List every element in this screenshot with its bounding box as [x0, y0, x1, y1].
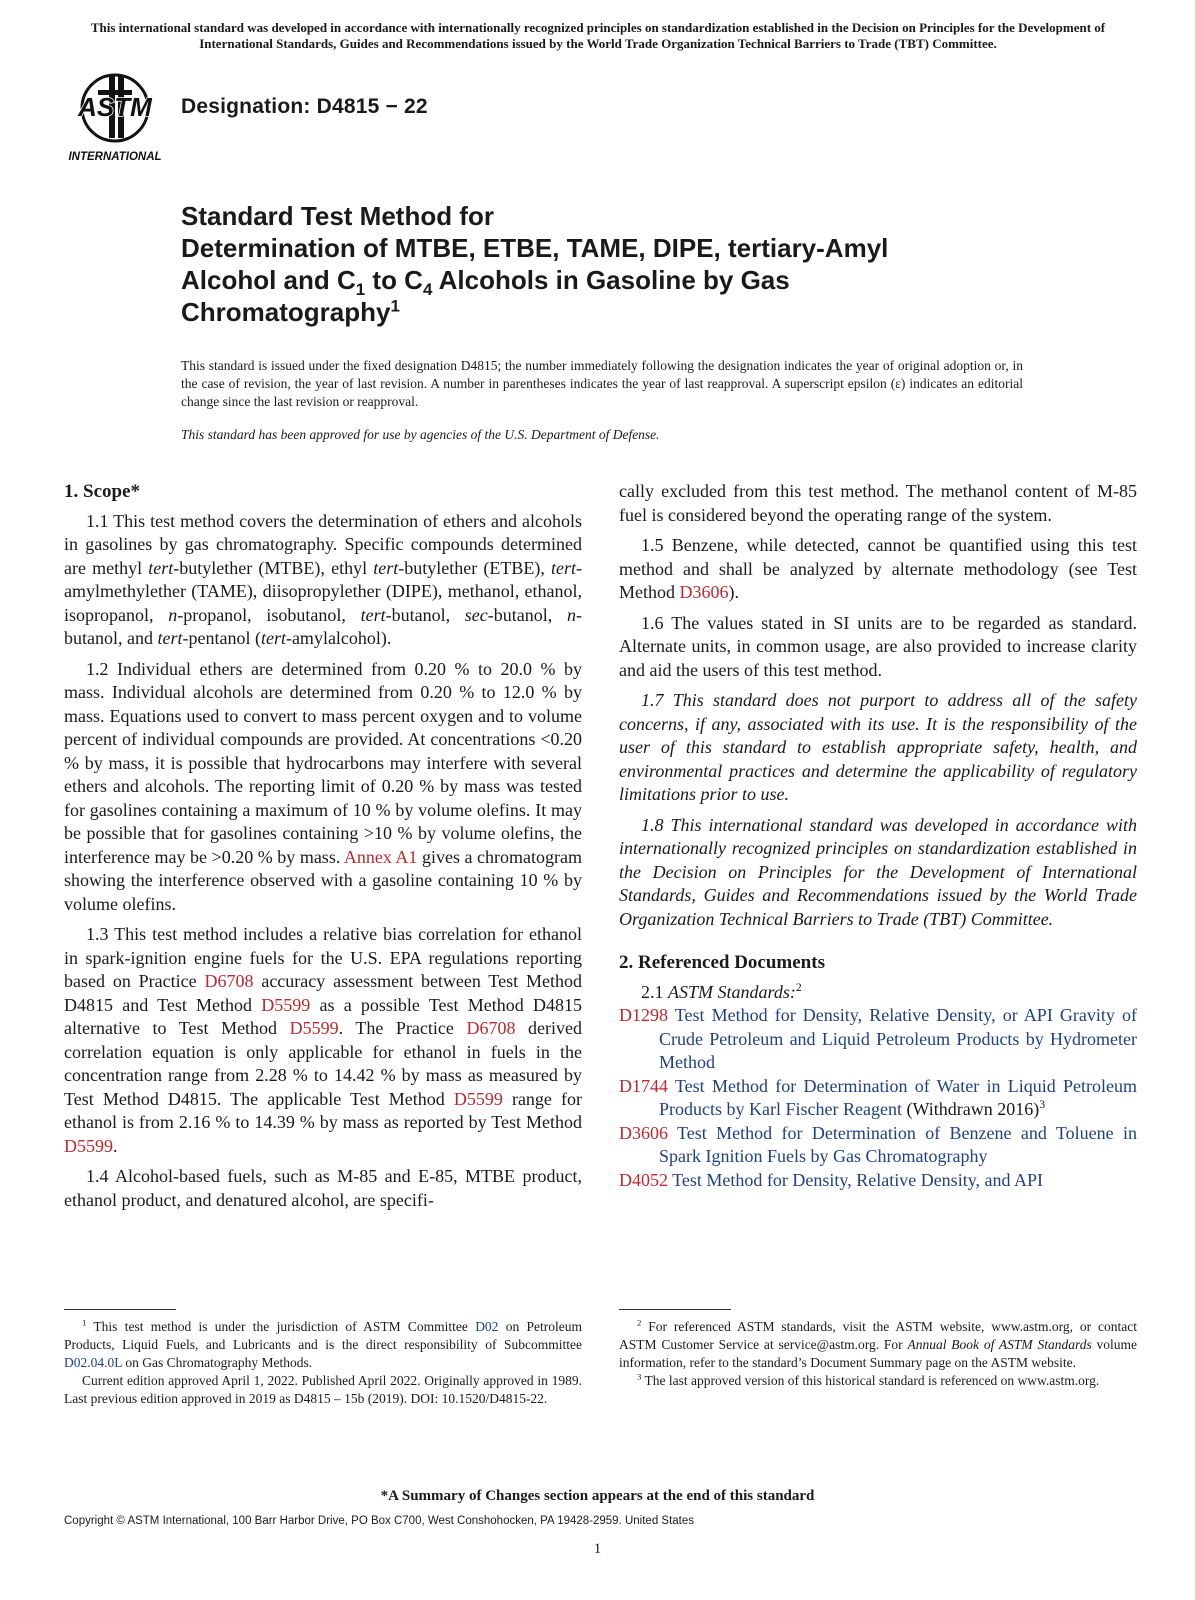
footnote-1-edition: Current edition approved April 1, 2022. Published April 2022. Originally approved in 1989. Last previous edition approved in 2019 as D4815 – 15b (2019). DOI: 10.1520/D4815-22. — [64, 1373, 582, 1406]
svg-text:ASTM: ASTM — [78, 92, 152, 122]
footnote-3: $^3$ The last approved version of this historical standard is referenced on www.astm.org. — [637, 1371, 1100, 1388]
top-notice: This international standard was developed in accordance with internationally recognized principles on standardization established in the Decision on Principles for the Development of International Standards, Guides and Recommendations issued by the World Trade Organization Technical Barriers to Trade (TBT) Committee. — [90, 20, 1106, 51]
para-1-8: 1.8 This international standard was developed in accordance with internationally recognized principles on standardization established in the Decision on Principles for the Development of International Standards, Guides and Recommendations issued by the World Trade Organization Technical Barriers to Trade (TBT) Committee. — [619, 814, 1137, 929]
summary-of-changes-note: *A Summary of Changes section appears at the end of this standard — [380, 1488, 815, 1504]
section-2-heading: 2. Referenced Documents — [619, 952, 825, 973]
para-1-4-end: cally excluded from this test method. The methanol content of M-85 fuel is considered beyond the operating range of the system. — [619, 481, 1137, 525]
reference-d1298[interactable]: D1298 Test Method for Density, Relative Density, or API Gravity of Crude Petroleum and Liquid Petroleum Products by Hydrometer Method — [619, 1005, 1137, 1072]
footnote-1: $^1$ This test method is under the jurisdiction of ASTM Committee D02 on Petroleum Products, Liquid Fuels, and Lubricants and is the direct responsibility of Subcommittee D02.04.0L on Gas Chromatography Methods. — [64, 1317, 582, 1370]
page-number: 1 — [593, 1541, 602, 1557]
left-column — [64, 480, 582, 1219]
d5599-link[interactable]: D5599 — [261, 994, 311, 1015]
astm-logo-icon — [65, 70, 169, 166]
para-1-3: 1.3 This test method includes a relative bias correlation for ethanol in spark-ignition engine fuels for the U.S. EPA regulations reporting based on Practice D6708 accuracy assessment between Test Method D4815 and Test Method D5599 as a possible Test Method D4815 alternative to Test Method D5599. The Practice D6708 derived correlation equation is only applicable for ethanol in fuels in the concentration range from 2.28 % to 14.42 % by mass as measured by Test Method D4815. The applicable Test Method D5599 range for ethanol is from 2.16 % to 14.39 % by mass as reported by Test Method D5599. — [64, 924, 582, 1156]
d02-link[interactable]: D02 — [475, 1319, 499, 1334]
d02-04-0l-link[interactable]: D02.04.0L — [64, 1355, 122, 1370]
designation: Designation: D4815 − 22 — [181, 95, 428, 118]
d6708-link[interactable]: D6708 — [466, 1018, 516, 1038]
para-1-6: 1.6 The values stated in SI units are to be regarded as standard. Alternate units, in common usage, are also provided to increase clarity and aid the users of this test method. — [619, 612, 1137, 680]
logo-international-text: INTERNATIONAL — [68, 151, 162, 163]
d5599-link[interactable]: D5599 — [64, 1135, 113, 1156]
footnotes-left — [64, 1318, 582, 1408]
annex-a1-link[interactable]: Annex A1 — [343, 846, 418, 867]
para-1-2: 1.2 Individual ethers are determined from 0.20 % to 20.0 % by mass. Individual alcohols are determined from 0.20 % to 12.0 % by mass. Equations used to convert to mass percent oxygen and to volume percent of individual compounds are provided. At concentrations <0.20 % by mass, it is possible that hydrocarbons may interfere with several ethers and alcohols. The reporting limit of 0.20 % by mass was tested for gasolines containing a maximum of 10 % by volume olefins. It may be possible that for gasolines containing >10 % by volume olefins, the interference may be >0.20 % by mass. Annex A1 gives a chromatogram showing the interference observed with a gasoline containing 10 % by volume olefins. — [64, 658, 582, 914]
footnote-divider — [619, 1309, 731, 1310]
standard-intro: This standard is issued under the fixed designation D4815; the number immediately following the designation indicates the year of original adoption or, in the case of revision, the year of last revision. A number in parentheses indicates the year of last reapproval. A superscript epsilon (ε) indicates an editorial change since the last revision or reapproval. — [181, 358, 1023, 409]
copyright: Copyright © ASTM International, 100 Barr Harbor Drive, PO Box C700, West Conshohocken, PA 19428-2959. United States — [64, 1515, 695, 1527]
document-title: Standard Test Method for Determination of MTBE, ETBE, TAME, DIPE, tertiary-Amyl Alcohol and $C_1$ to $C_4$ Alcohols in Gasoline by Gas Chromatography$^1$ — [181, 201, 889, 327]
subsection-2-1: 2.1 ASTM Standards:$^2$ — [641, 980, 802, 1002]
para-1-4-start: 1.4 Alcohol-based fuels, such as M-85 and E-85, MTBE product, ethanol product, and denatured alcohol, are specifi- — [64, 1166, 582, 1210]
footnotes-right — [619, 1318, 1137, 1390]
footnote-divider — [64, 1309, 176, 1310]
para-1-7: 1.7 This standard does not purport to address all of the safety concerns, if any, associated with its use. It is the responsibility of the user of this standard to establish appropriate safety, health, and environmental practices and determine the applicability of regulatory limitations prior to use. — [619, 690, 1137, 804]
reference-d4052[interactable]: D4052 Test Method for Density, Relative Density, and API — [619, 1169, 1044, 1190]
para-1-5: 1.5 Benzene, while detected, cannot be quantified using this test method and shall be analyzed by alternate methodology (see Test Method D3606). — [619, 535, 1137, 602]
para-1-1: 1.1 This test method covers the determination of ethers and alcohols in gasolines by gas chromatography. Specific compounds determined are methyl tert-butylether (MTBE), ethyl tert-butylether (ETBE), tert-amylmethylether (TAME), diisopropylether (DIPE), methanol, ethanol, isopropanol, n-propanol, isobutanol, tert-butanol, sec-butanol, n-butanol, and tert-pentanol (tert-amylalcohol). — [64, 510, 583, 648]
dod-approval-note: This standard has been approved for use by agencies of the U.S. Department of Defense. — [181, 427, 660, 442]
d5599-link[interactable]: D5599 — [289, 1018, 339, 1038]
reference-d1744[interactable]: D1744 Test Method for Determination of Water in Liquid Petroleum Products by Karl Fischer Reagent (Withdrawn 2016)$^3$ — [619, 1075, 1137, 1119]
reference-d3606[interactable]: D3606 Test Method for Determination of Benzene and Toluene in Spark Ignition Fuels by Gas Chromatography — [619, 1122, 1137, 1166]
right-column — [619, 480, 1137, 1192]
section-1-heading: 1. Scope* — [64, 481, 140, 502]
d3606-link[interactable]: D3606 — [679, 582, 729, 602]
d5599-link[interactable]: D5599 — [453, 1088, 503, 1109]
d6708-link[interactable]: D6708 — [204, 971, 254, 991]
footnote-2: $^2$ For referenced ASTM standards, visit the ASTM website, www.astm.org, or contact ASTM Customer Service at service@astm.org. For Annual Book of ASTM Standards volume information, refer to the standard’s Document Summary page on the ASTM website. — [619, 1317, 1138, 1370]
